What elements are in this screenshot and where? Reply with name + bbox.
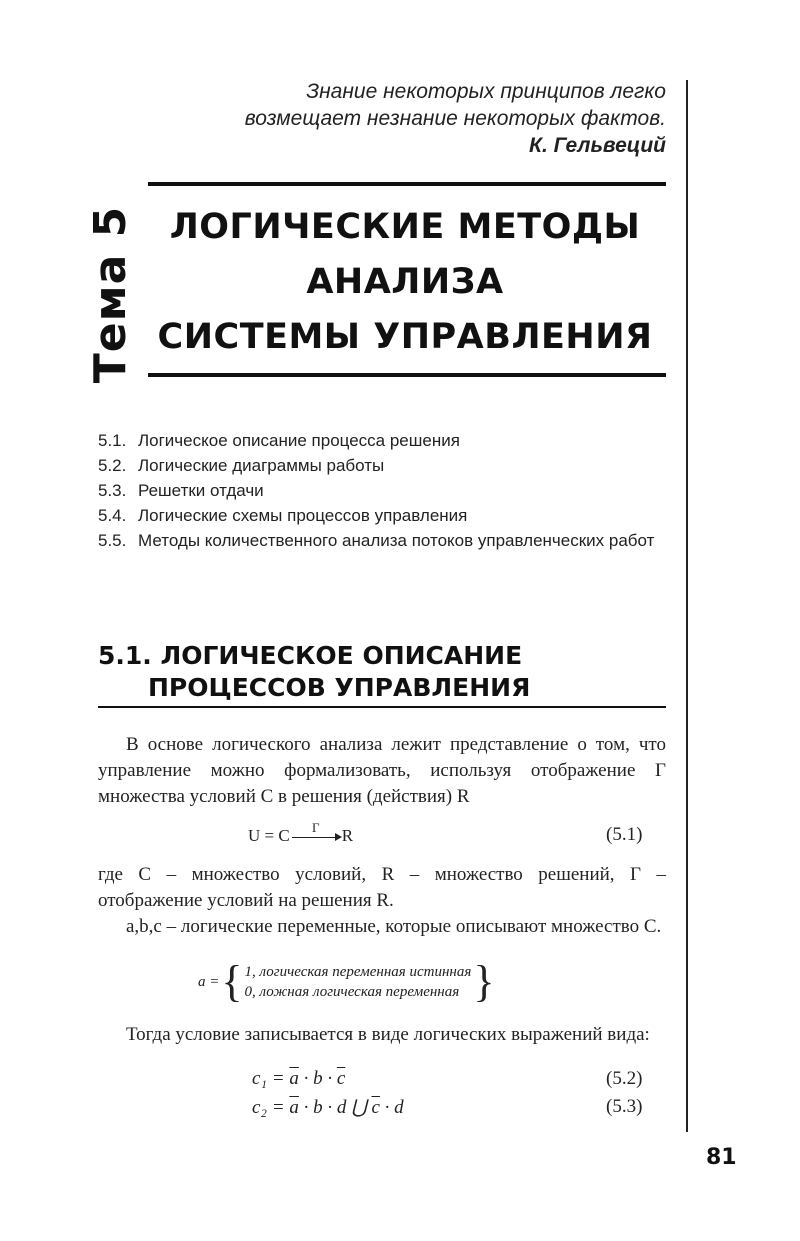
toc-text: Решетки отдачи [138,481,264,500]
equation-number: (5.1) [606,824,643,845]
section-rule [98,706,666,708]
definition-case: 0, ложная логическая переменная [244,984,460,1000]
formula-5-2 [252,1068,345,1090]
title-top-rule [148,182,666,186]
negated-var: $\overline{c}$ [336,1068,346,1089]
toc-text: Методы количественного анализа потоков управленческих работ [138,531,655,550]
vertical-rule [686,80,688,1132]
negated-var: $\overline{a}$ [289,1068,299,1089]
formula-lhs: c₂ = [252,1097,290,1118]
paragraph [98,1022,666,1048]
topic-label-text: Тема 5 [85,205,137,383]
toc-text: Логические диаграммы работы [138,456,385,475]
section-heading-line: ПРОЦЕССОВ УПРАВЛЕНИЯ [148,673,531,702]
definition-case: 1, логическая переменная истинная [244,964,472,980]
formula-term: · b · [298,1068,337,1089]
toc-number: 5.5. [98,531,127,550]
toc-item [98,478,668,503]
chapter-title [150,200,660,365]
toc-number: 5.2. [98,456,127,475]
toc-number: 5.4. [98,506,127,525]
chapter-title-line: ЛОГИЧЕСКИЕ МЕТОДЫ [169,207,641,247]
formula-5-3 [252,1096,404,1119]
definition-cases [245,962,472,1002]
epigraph [146,78,666,159]
paragraph [98,732,666,810]
negated-var: $\overline{c}$ [371,1097,380,1118]
variable-definition [198,957,496,1006]
epigraph-line: возмещает незнание некоторых фактов. [244,107,666,130]
formula-lhs: U = C [248,826,290,845]
chapter-title-line: СИСТЕМЫ УПРАВЛЕНИЯ [157,317,653,357]
equation-number: (5.2) [606,1068,643,1089]
formula-term: · d [379,1097,404,1118]
paragraph-text: где С – множество условий, R – множество решений, Г – отображение условий на решения R. [98,864,666,911]
arrow-label: Г [311,819,320,835]
toc-item [98,428,668,453]
toc-text: Логическое описание процесса решения [138,431,460,450]
negated-var: $\overline{a}$ [289,1097,299,1118]
chapter-title-line: АНАЛИЗА [306,262,504,302]
formula-5-1 [248,819,354,846]
paragraph [98,862,666,914]
toc-number: 5.1. [98,431,127,450]
definition-lhs: a = [198,973,220,990]
formula-rhs: R [341,826,354,845]
arrow-line [292,837,340,838]
left-brace-icon: { [221,957,243,1006]
section-heading [98,640,668,704]
page-number: 81 [706,1145,737,1170]
paragraph [98,914,666,940]
section-heading-line: 5.1. ЛОГИЧЕСКОЕ ОПИСАНИЕ [98,641,523,670]
epigraph-author: К. Гельвеций [529,134,666,157]
right-brace-icon: } [473,957,495,1006]
paragraph-text: В основе логического анализа лежит представление о том, что управление можно формализовать, используя отображение Г множества условий С в решения (действия) R [98,734,666,807]
table-of-contents [98,428,668,553]
topic-label [82,205,140,383]
toc-item [98,503,668,528]
equation-number: (5.3) [606,1096,643,1117]
formula-term: · b · d ⋃ [298,1097,372,1118]
toc-item [98,453,668,478]
toc-item [98,528,668,553]
epigraph-line: Знание некоторых принципов легко [306,80,666,103]
paragraph-text: a,b,c – логические переменные, которые описывают множество С. [126,916,662,937]
formula-lhs: c₁ = [252,1068,290,1089]
title-bottom-rule [148,373,666,377]
toc-text: Логические схемы процессов управления [138,506,468,525]
toc-number: 5.3. [98,481,127,500]
mapping-arrow [292,819,340,838]
paragraph-text: Тогда условие записывается в виде логических выражений вида: [126,1024,650,1045]
